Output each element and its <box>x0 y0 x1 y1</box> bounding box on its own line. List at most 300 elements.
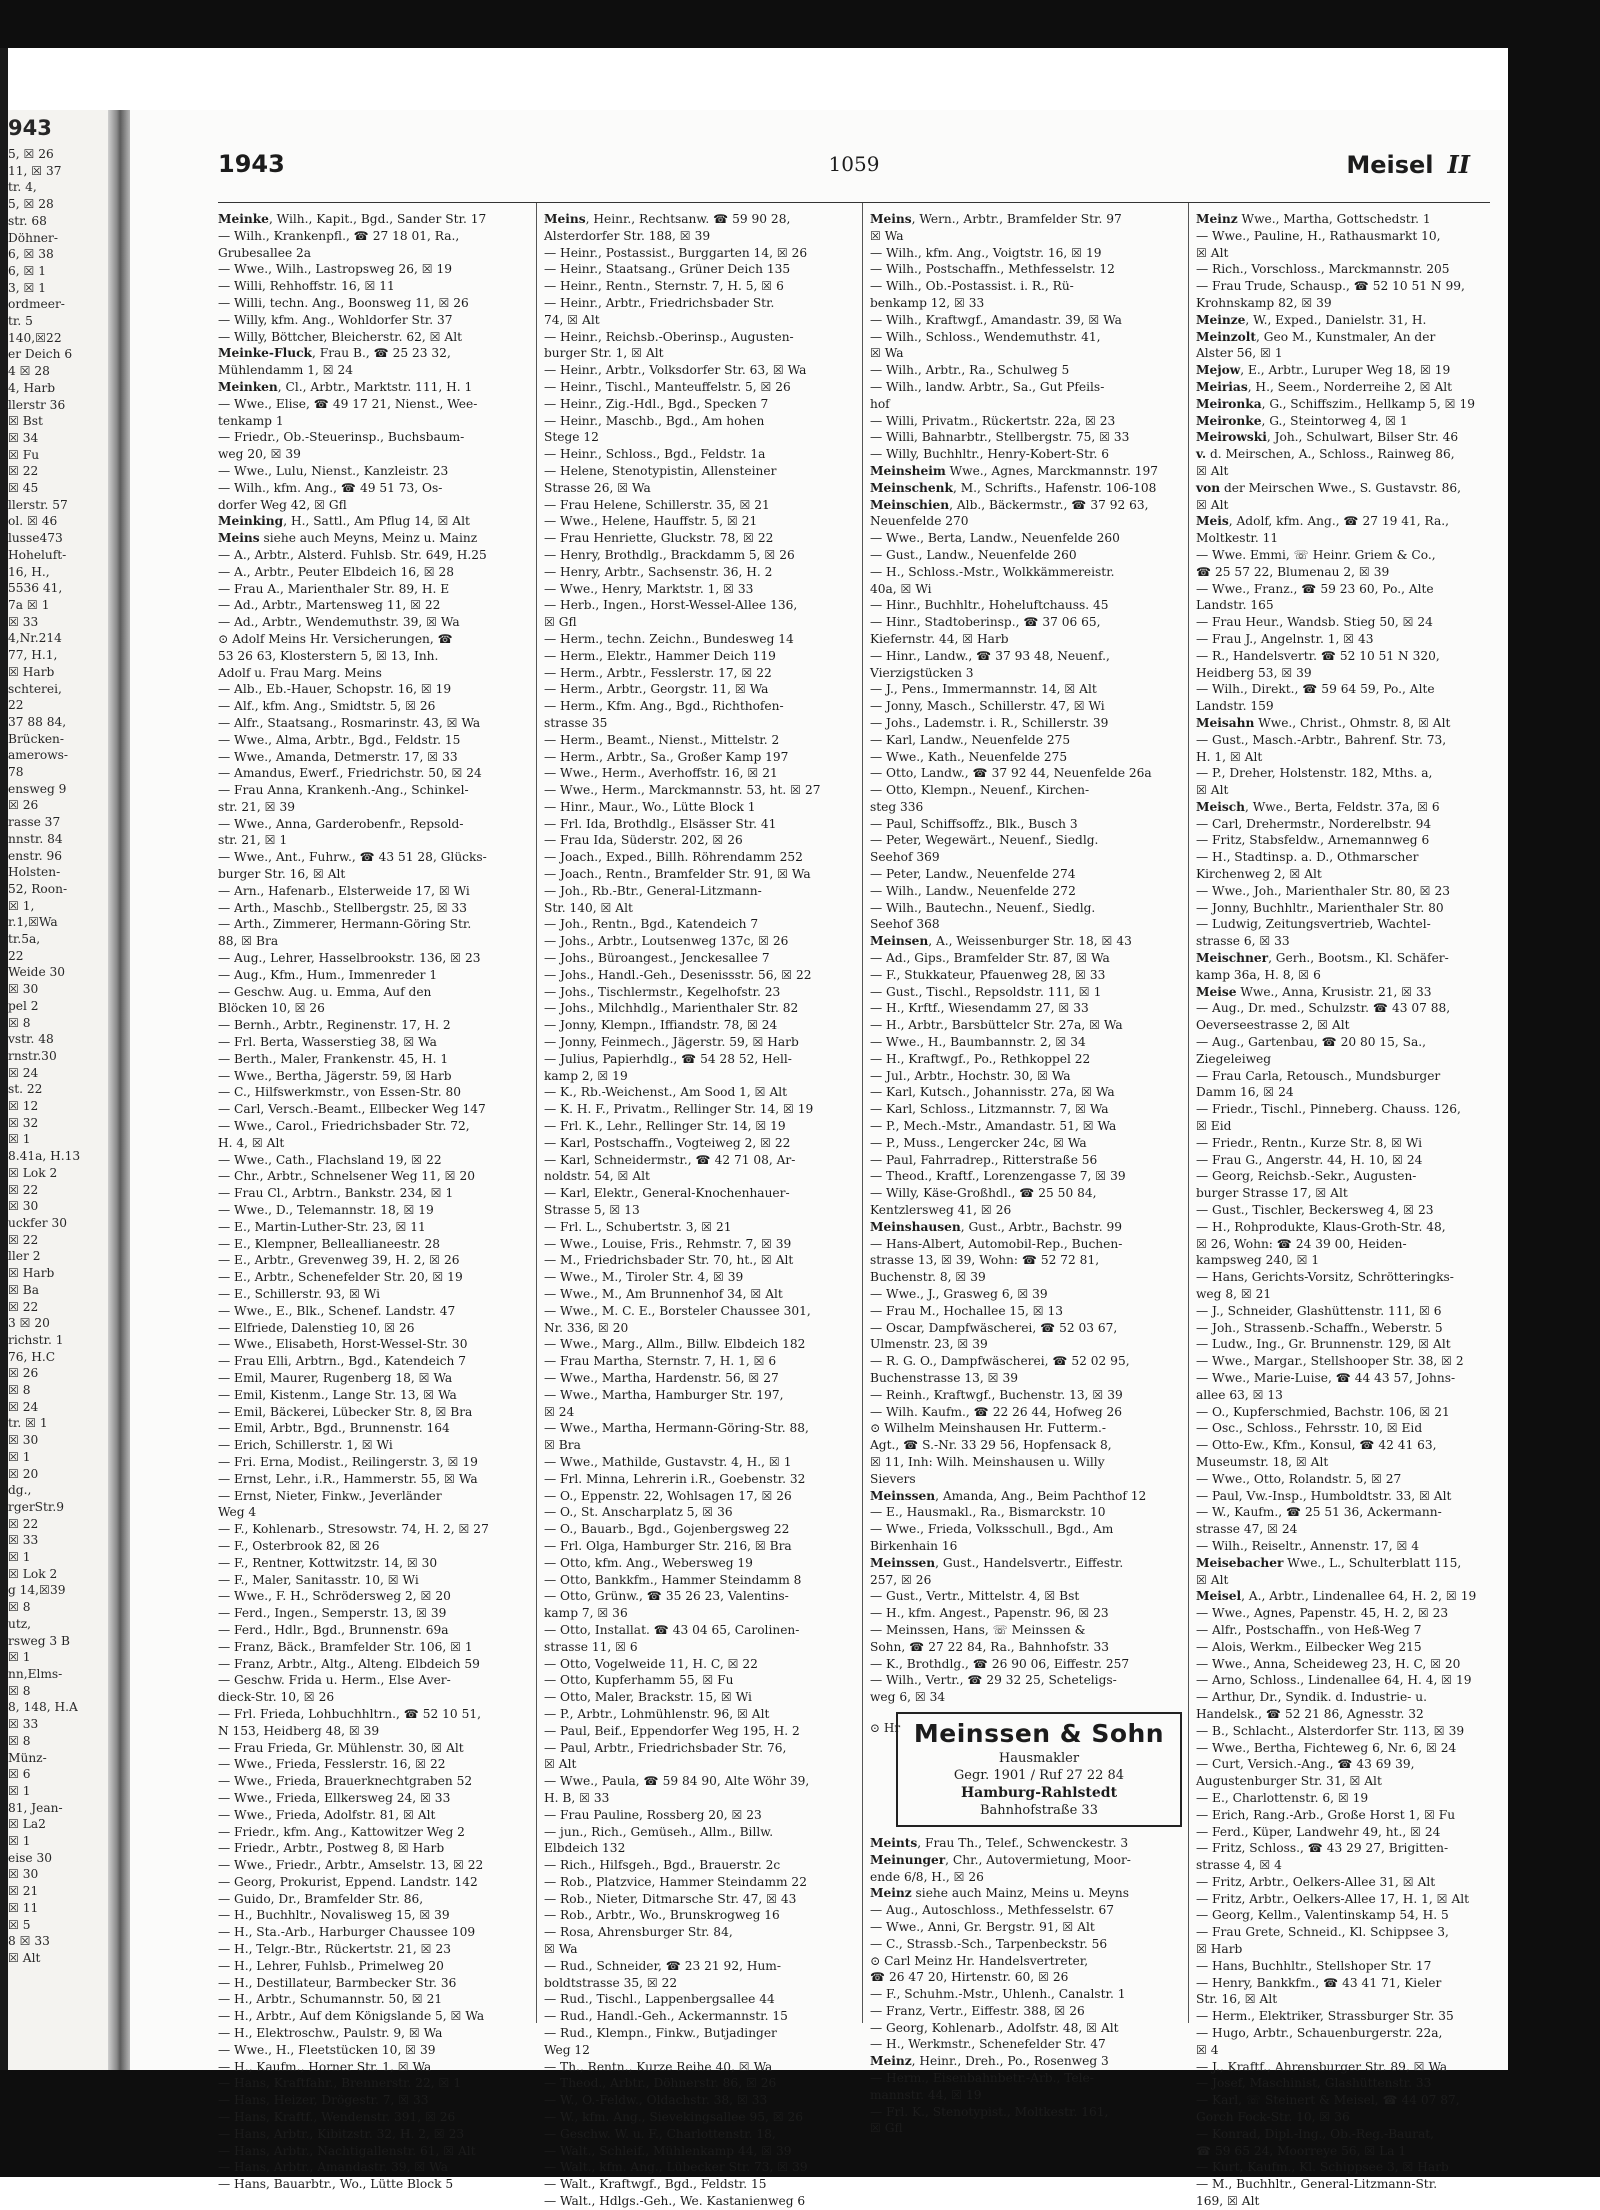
previous-page-line: dg., <box>8 1483 32 1498</box>
previous-page-line: 4,Nr.214 <box>8 631 62 646</box>
directory-entry: Blöcken 10, ☒ 26 <box>218 1001 325 1016</box>
directory-entry: ⊙ Carl Meinz Hr. Handelsvertreter, <box>870 1953 1089 1968</box>
directory-entry: — Peter, Wegewärt., Neuenf., Siedlg. <box>870 833 1099 848</box>
directory-entry: — Karl, ☏ Steinert & Meisel, ☎ 44 07 87, <box>1196 2093 1460 2108</box>
directory-entry: — M., Buchhltr., General-Litzmann-Str. <box>1196 2177 1438 2192</box>
previous-page-line: 140,☒22 <box>8 330 62 345</box>
directory-entry: ☒ Gfl <box>870 2121 903 2136</box>
directory-entry: Augustenburger Str. 31, ☒ Alt <box>1196 1774 1382 1789</box>
directory-entry: — Heinr., Staatsang., Grüner Deich 135 <box>544 262 791 277</box>
previous-page-line: llerstr 36 <box>8 397 66 412</box>
directory-entry: — Wilh., Krankenpfl., ☎ 27 18 01, Ra., <box>218 228 460 243</box>
directory-entry: — Johs., Handl.-Geh., Desenissstr. 56, ☒ 22 <box>544 967 812 982</box>
directory-entry: allee 63, ☒ 13 <box>1196 1387 1283 1402</box>
previous-page-line: ☒ Bst <box>8 414 43 429</box>
directory-entry: — F., Osterbrook 82, ☒ 26 <box>218 1538 380 1553</box>
directory-entry: — Heinr., Arbtr., Friedrichsbader Str. <box>544 295 775 310</box>
directory-entry: — Geschw. W. u. F., Charlottenstr. 18, <box>544 2126 776 2141</box>
directory-entry: 53 26 63, Klosterstern 5, ☒ 13, Inh. <box>218 648 439 663</box>
previous-page-line: ☒ Ba <box>8 1282 40 1297</box>
previous-page-line: llerstr. 57 <box>8 497 68 512</box>
directory-entry: — Wwe., Martha, Hardenstr. 56, ☒ 27 <box>544 1370 779 1385</box>
directory-entry: — Frau Frieda, Gr. Mühlenstr. 30, ☒ Alt <box>218 1740 464 1755</box>
directory-entry: — Franz, Arbtr., Altg., Alteng. Elbdeich 59 <box>218 1656 480 1671</box>
directory-entry: Kiefernstr. 44, ☒ Harb <box>870 631 1009 646</box>
directory-entry: — Hinr., Landw., ☎ 37 93 48, Neuenf., <box>870 648 1110 663</box>
directory-entry: Meins siehe auch Meyns, Meinz u. Mainz <box>218 531 478 546</box>
directory-entry: kamp 36a, H. 8, ☒ 6 <box>1196 967 1321 982</box>
surname: Meinz <box>1196 212 1238 226</box>
directory-entry: — Wwe., Amanda, Detmerstr. 17, ☒ 33 <box>218 749 458 764</box>
directory-entry: — Elfriede, Dalenstieg 10, ☒ 26 <box>218 1320 415 1335</box>
directory-entry: — Hans-Albert, Automobil-Rep., Buchen- <box>870 1236 1123 1251</box>
directory-entry: — Karl, Landw., Neuenfelde 275 <box>870 732 1071 747</box>
directory-entry: Neuenfelde 270 <box>870 514 969 529</box>
directory-entry: kampsweg 240, ☒ 1 <box>1196 1253 1320 1268</box>
directory-entry: — Rud., Klempn., Finkw., Butjadinger <box>544 2026 777 2041</box>
directory-entry: — Wilh., kfm. Ang., Voigtstr. 16, ☒ 19 <box>870 245 1102 260</box>
directory-entry: — Herb., Ingen., Horst-Wessel-Allee 136, <box>544 598 798 613</box>
directory-entry: — Wilh., Bautechn., Neuenf., Siedlg. <box>870 900 1096 915</box>
directory-entry: — Otto, Maler, Brackstr. 15, ☒ Wi <box>544 1690 752 1705</box>
previous-page-line: str. 68 <box>8 213 47 228</box>
directory-entry: — Otto, Bankkfm., Hammer Steindamm 8 <box>544 1572 802 1587</box>
directory-entry: — Wilh., Landw., Neuenfelde 272 <box>870 883 1076 898</box>
previous-page-line: ☒ La2 <box>8 1817 46 1832</box>
previous-page-line: ☒ 1 <box>8 1132 31 1147</box>
directory-entry: Heidberg 53, ☒ 39 <box>1196 665 1312 680</box>
directory-entry: — E., Charlottenstr. 6, ☒ 19 <box>1196 1790 1369 1805</box>
previous-page-line: tr. ☒ 1 <box>8 1416 48 1431</box>
directory-entry: Stege 12 <box>544 430 599 445</box>
directory-entry: — Paul, Vw.-Insp., Humboldtstr. 33, ☒ Alt <box>1196 1488 1452 1503</box>
previous-page-line: tr.5a, <box>8 932 41 947</box>
directory-entry: — Alfr., Staatsang., Rosmarinstr. 43, ☒ Wa <box>218 715 481 730</box>
previous-page-line: ol. ☒ 46 <box>8 514 58 529</box>
directory-entry: — Georg, Kellm., Valentinskamp 54, H. 5 <box>1196 1908 1449 1923</box>
directory-entry: weg 6, ☒ 34 <box>870 1690 946 1705</box>
directory-entry: Weg 12 <box>544 2042 590 2057</box>
directory-entry: Birkenhain 16 <box>870 1538 958 1553</box>
directory-entry: — Karl, Elektr., General-Knochenhauer- <box>544 1186 790 1201</box>
directory-entry: Meinsen, A., Weissenburger Str. 18, ☒ 43 <box>870 934 1132 949</box>
directory-entry: — Walt., Kraftwgf., Bgd., Feldstr. 15 <box>544 2177 767 2192</box>
surname: Meinking <box>218 514 284 529</box>
directory-entry: — Frl. L., Schubertstr. 3, ☒ 21 <box>544 1219 732 1234</box>
previous-page-line: ☒ Lok 2 <box>8 1165 58 1180</box>
previous-page-line: lusse473 <box>8 531 63 546</box>
surname: Meironke <box>1196 413 1262 428</box>
surname: Meinschien <box>870 497 950 512</box>
directory-entry: — Otto, Landw., ☎ 37 92 44, Neuenfelde 26a <box>870 766 1152 781</box>
directory-entry: — Julius, Papierhdlg., ☎ 54 28 52, Hell- <box>544 1051 792 1066</box>
previous-page-header: 943 <box>8 116 52 140</box>
previous-page-line: ☒ 8 <box>8 1733 31 1748</box>
directory-entry: — O., St. Anscharplatz 5, ☒ 36 <box>544 1505 733 1520</box>
previous-page-line: ☒ 8 <box>8 1015 31 1030</box>
directory-entry: — K., Rb.-Weichenst., Am Sood 1, ☒ Alt <box>544 1085 788 1100</box>
directory-entry: benkamp 12, ☒ 33 <box>870 295 985 310</box>
directory-entry: strasse 6, ☒ 33 <box>1196 934 1290 949</box>
previous-page-line: nn,Elms- <box>8 1666 63 1681</box>
surname: Meinssen <box>870 1488 936 1503</box>
previous-page-line: 3, ☒ 1 <box>8 280 47 295</box>
directory-entry: Meisahn Wwe., Christ., Ohmstr. 8, ☒ Alt <box>1196 715 1451 730</box>
directory-entry: — Wwe., Herm., Averhoffstr. 16, ☒ 21 <box>544 766 778 781</box>
advert-street: Bahnhofstraße 33 <box>980 1802 1098 1818</box>
column-3-entries <box>870 211 1180 1706</box>
directory-entry: — Frl. Ida, Brothdlg., Elsässer Str. 41 <box>544 816 777 831</box>
directory-entry: — Frau Heur., Wandsb. Stieg 50, ☒ 24 <box>1196 615 1433 630</box>
directory-entry: — Meinssen, Hans, ☏ Meinssen & <box>870 1622 1086 1637</box>
directory-entry: Meinking, H., Sattl., Am Pflug 14, ☒ Alt <box>218 514 470 529</box>
surname: Meise <box>1196 984 1237 999</box>
directory-entry: Vierzigstücken 3 <box>870 665 974 680</box>
directory-entry: noldstr. 54, ☒ Alt <box>544 1169 650 1184</box>
directory-entry: — Wwe., Martha, Hamburger Str. 197, <box>544 1387 784 1402</box>
directory-entry: Meinzolt, Geo M., Kunstmaler, An der <box>1196 329 1436 344</box>
directory-entry: — Friedr., Arbtr., Postweg 8, ☒ Harb <box>218 1841 445 1856</box>
surname: Meinsheim <box>870 463 946 478</box>
directory-entry: — Wwe., Frieda, Fesslerstr. 16, ☒ 22 <box>218 1757 446 1772</box>
directory-entry: weg 8, ☒ 21 <box>1196 1287 1272 1301</box>
previous-page-line: ☒ 30 <box>8 982 39 997</box>
directory-entry: strasse 13, ☒ 39, Wohn: ☎ 52 72 81, <box>870 1253 1100 1268</box>
surname: von <box>1196 480 1221 495</box>
directory-entry: — Wilh., Direkt., ☎ 59 64 59, Po., Alte <box>1196 682 1435 697</box>
directory-entry: dorfer Weg 42, ☒ Gfl <box>218 497 347 512</box>
directory-entry: 40a, ☒ Wi <box>870 581 932 596</box>
directory-entry: — Wwe., E., Blk., Schenef. Landstr. 47 <box>218 1303 456 1318</box>
directory-entry: — H., Telgr.-Btr., Rückertstr. 21, ☒ 23 <box>218 1942 451 1957</box>
directory-entry: — Wwe., Martha, Hermann-Göring-Str. 88, <box>544 1421 809 1436</box>
directory-entry: ☒ 26, Wohn: ☎ 24 39 00, Heiden- <box>1196 1236 1407 1251</box>
directory-entry: Meinz Wwe., Martha, Gottschedstr. 1 <box>1196 212 1431 226</box>
directory-entry: Nr. 336, ☒ 20 <box>544 1320 629 1335</box>
previous-page-line: 8.41a, H.13 <box>8 1149 81 1164</box>
directory-entry: — Wwe., Frieda, Volksschull., Bgd., Am <box>870 1522 1114 1537</box>
directory-entry: Seehof 368 <box>870 917 940 932</box>
directory-entry: — Wwe., Louise, Fris., Rehmstr. 7, ☒ 39 <box>544 1236 792 1251</box>
previous-page-line: pel 2 <box>8 998 39 1013</box>
directory-entry: — Herm., Arbtr., Sa., Großer Kamp 197 <box>544 749 789 764</box>
directory-entry: ☒ 4 <box>1196 2042 1219 2057</box>
directory-entry: — K., Brothdlg., ☎ 26 90 06, Eiffestr. 257 <box>870 1656 1130 1671</box>
directory-entry: — Aug., Dr. med., Schulzstr. ☎ 43 07 88, <box>1196 1001 1451 1016</box>
directory-entry: Meischner, Gerh., Bootsm., Kl. Schäfer- <box>1196 951 1449 966</box>
directory-entry: H. B, ☒ 33 <box>544 1790 610 1805</box>
previous-page-line: ☒ 34 <box>8 430 39 445</box>
previous-page-line: rnstr.30 <box>8 1048 57 1063</box>
previous-page-line: 4 ☒ 28 <box>8 364 50 379</box>
directory-entry: Sievers <box>870 1471 916 1486</box>
directory-entry: ende 6/8, H., ☒ 26 <box>870 1869 984 1884</box>
directory-entry: — Wwe. Emmi, ☏ Heinr. Griem & Co., <box>1196 547 1436 562</box>
directory-entry: Mejow, E., Arbtr., Luruper Weg 18, ☒ 19 <box>1196 363 1451 378</box>
directory-entry: — Hans, Buchhltr., Stellshoper Str. 17 <box>1196 1958 1432 1973</box>
previous-page-line: ☒ 1 <box>8 1650 31 1665</box>
directory-entry: — Wwe., Henry, Marktstr. 1, ☒ 33 <box>544 581 754 596</box>
directory-entry: — Frl. Frieda, Lohbuchhltrn., ☎ 52 10 51, <box>218 1706 481 1721</box>
directory-entry: — E., Arbtr., Grevenweg 39, H. 2, ☒ 26 <box>218 1253 460 1268</box>
directory-entry: — Heinr., Schloss., Bgd., Feldstr. 1a <box>544 447 766 462</box>
advert-company-name: Meinssen & Sohn <box>913 1718 1165 1748</box>
directory-entry: — Helene, Stenotypistin, Allensteiner <box>544 463 777 478</box>
directory-entry: — Geschw. Aug. u. Emma, Auf den <box>218 984 432 999</box>
directory-entry: — Friedr., Rentn., Kurze Str. 8, ☒ Wi <box>1196 1135 1422 1150</box>
directory-entry: Meinshausen, Gust., Arbtr., Bachstr. 99 <box>870 1219 1123 1234</box>
directory-entry: — Wwe., H., Baumbannstr. 2, ☒ 34 <box>870 1035 1086 1050</box>
directory-entry: — Frau Anna, Krankenh.-Ang., Schinkel- <box>218 783 469 798</box>
directory-entry: — Fritz, Arbtr., Oelkers-Allee 31, ☒ Alt <box>1196 1874 1436 1889</box>
directory-entry: hof <box>870 396 890 411</box>
previous-page-line: rasse 37 <box>8 815 61 830</box>
directory-entry: — W., Kaufm., ☎ 25 51 36, Ackermann- <box>1196 1505 1442 1520</box>
directory-entry: — Friedr., Tischl., Pinneberg. Chauss. 126, <box>1196 1102 1461 1117</box>
directory-entry: — Aug., Gartenbau, ☎ 20 80 15, Sa., <box>1196 1035 1427 1050</box>
directory-entry: — Otto, Klempn., Neuenf., Kirchen- <box>870 783 1090 798</box>
directory-entry: — Alois, Werkm., Eilbecker Weg 215 <box>1196 1639 1422 1654</box>
surname: Meinken <box>218 379 278 394</box>
directory-entry: — J., Schneider, Glashüttenstr. 111, ☒ 6 <box>1196 1303 1442 1318</box>
directory-entry: kamp 2, ☒ 19 <box>544 1068 628 1083</box>
directory-entry: Meisel, A., Arbtr., Lindenallee 64, H. 2, ☒ 19 <box>1196 1589 1477 1604</box>
directory-entry: — K. H. F., Privatm., Rellinger Str. 14, ☒ 19 <box>544 1102 814 1117</box>
directory-entry: — Ernst, Lehr., i.R., Hammerstr. 55, ☒ Wa <box>218 1471 478 1486</box>
directory-entry: — Ludwig, Zeitungsvertrieb, Wachtel- <box>1196 917 1431 932</box>
directory-entry: — Emil, Bäckerei, Lübecker Str. 8, ☒ Bra <box>218 1404 473 1419</box>
surname: Meinke <box>218 212 269 226</box>
directory-entry: — M., Friedrichsbader Str. 70, ht., ☒ Alt <box>544 1253 794 1268</box>
directory-entry: — Wwe., Joh., Marienthaler Str. 80, ☒ 23 <box>1196 883 1450 898</box>
directory-entry: Meirias, H., Seem., Norderreihe 2, ☒ Alt <box>1196 379 1453 394</box>
directory-entry: — Wilh. Kaufm., ☎ 22 26 44, Hofweg 26 <box>870 1404 1123 1419</box>
directory-entry: — Wwe., M., Tiroler Str. 4, ☒ 39 <box>544 1270 744 1285</box>
directory-entry: — Emil, Maurer, Rugenberg 18, ☒ Wa <box>218 1370 453 1385</box>
directory-entry: — C., Hilfswerkmstr., von Essen-Str. 80 <box>218 1085 461 1100</box>
directory-entry: — Wilh., Ob.-Postassist. i. R., Rü- <box>870 279 1074 294</box>
directory-entry: — Erich, Rang.-Arb., Große Horst 1, ☒ Fu <box>1196 1807 1456 1822</box>
directory-entry: — Johs., Büroangest., Jenckesallee 7 <box>544 951 770 966</box>
column-2 <box>544 211 854 2209</box>
previous-page-line: ensweg 9 <box>8 781 67 796</box>
previous-page-line: ☒ Harb <box>8 664 55 679</box>
previous-page-line: ☒ 26 <box>8 798 39 813</box>
directory-entry: — Wwe., H., Fleetstücken 10, ☒ 39 <box>218 2042 436 2057</box>
directory-entry: — Karl, Schneidermstr., ☎ 42 71 08, Ar- <box>544 1152 796 1167</box>
previous-page-line: tr. 5 <box>8 314 33 329</box>
directory-entry: ☒ Alt <box>1196 783 1229 798</box>
directory-entry: — Frau Pauline, Rossberg 20, ☒ 23 <box>544 1807 762 1822</box>
directory-entry: — Hans, Kraftfahr., Brennerstr. 22, ☒ 1 <box>218 2076 462 2091</box>
directory-entry: — A., Arbtr., Peuter Elbdeich 16, ☒ 28 <box>218 564 455 579</box>
directory-entry: — Josef, Maschinist, Glashüttenstr. 33 <box>1196 2076 1432 2091</box>
directory-entry: ☒ Eid <box>1196 1119 1232 1134</box>
directory-entry: Meins, Heinr., Rechtsanw. ☎ 59 90 28, <box>544 212 791 226</box>
surname: Meisel <box>1196 1589 1242 1604</box>
directory-entry: — Ad., Arbtr., Wendemuthstr. 39, ☒ Wa <box>218 615 460 630</box>
directory-entry: — Wwe., Paula, ☎ 59 84 90, Alte Wöhr 39, <box>544 1774 810 1789</box>
directory-entry: — Walt., kfm. Ang., Lübecker Str. 73, ☒ 39 <box>544 2160 808 2175</box>
directory-entry: — Ferd., Küper, Landwehr 49, ht., ☒ 24 <box>1196 1824 1441 1839</box>
directory-entry: — Emil, Arbtr., Bgd., Brunnenstr. 164 <box>218 1421 450 1436</box>
directory-entry: — Theod., Kraftf., Lorenzengasse 7, ☒ 39 <box>870 1169 1126 1184</box>
directory-entry: ☒ Wa <box>544 1942 578 1957</box>
directory-entry: Str. 16, ☒ Alt <box>1196 1992 1278 2007</box>
directory-entry: — Frau Henriette, Gluckstr. 78, ☒ 22 <box>544 531 774 546</box>
previous-page-line: ☒ 1 <box>8 1550 31 1565</box>
directory-entry: — Georg, Prokurist, Eppend. Landstr. 142 <box>218 1874 478 1889</box>
directory-entry: — Herm., Elektriker, Strassburger Str. 35 <box>1196 2009 1454 2024</box>
surname: Meironka <box>1196 396 1262 411</box>
directory-entry: str. 21, ☒ 39 <box>218 799 295 814</box>
directory-entry: Grubesallee 2a <box>218 245 312 260</box>
page-header <box>218 150 1490 186</box>
previous-page-line: ☒ 12 <box>8 1099 39 1114</box>
directory-entry: — Aug., Autoschloss., Methfesselstr. 67 <box>870 1903 1114 1918</box>
directory-entry: — F., Schuhm.-Mstr., Uhlenh., Canalstr. 1 <box>870 1987 1126 2002</box>
directory-entry: — Wwe., F. H., Schrödersweg 2, ☒ 20 <box>218 1589 451 1604</box>
directory-entry: — H., Elektroschw., Paulstr. 9, ☒ Wa <box>218 2026 443 2041</box>
surname: Mejow <box>1196 363 1241 378</box>
directory-entry: — Berth., Maler, Frankenstr. 45, H. 1 <box>218 1051 449 1066</box>
directory-entry: — Peter, Landw., Neuenfelde 274 <box>870 867 1076 882</box>
directory-entry: — Frau M., Hochallee 15, ☒ 13 <box>870 1303 1064 1318</box>
directory-entry: — Rich., Hilfsgeh., Bgd., Brauerstr. 2c <box>544 1858 781 1873</box>
previous-page-line: ☒ 21 <box>8 1884 39 1899</box>
directory-entry: — Gust., Masch.-Arbtr., Bahrenf. Str. 73, <box>1196 732 1447 747</box>
directory-entry: — Paul, Schiffsoffz., Blk., Busch 3 <box>870 816 1078 831</box>
directory-entry: — Wwe., Elise, ☎ 49 17 21, Nienst., Wee- <box>218 396 478 411</box>
directory-entry: Kentzlersweg 41, ☒ 26 <box>870 1203 1012 1218</box>
previous-page-line: Holsten- <box>8 865 61 880</box>
previous-page-line: ☒ 8 <box>8 1383 31 1398</box>
directory-entry: strasse 35 <box>544 715 608 730</box>
book-gutter <box>108 110 130 2070</box>
directory-entry: — Wwe., Elisabeth, Horst-Wessel-Str. 30 <box>218 1337 468 1352</box>
directory-entry: — P., Muss., Lengercker 24c, ☒ Wa <box>870 1135 1087 1150</box>
directory-entry: — Wilh., kfm. Ang., ☎ 49 51 73, Os- <box>218 480 443 495</box>
previous-page-line: 6, ☒ 1 <box>8 263 47 278</box>
directory-entry: Meinke, Wilh., Kapit., Bgd., Sander Str. 17 <box>218 212 487 226</box>
directory-entry: — Willy, Buchhltr., Henry-Kobert-Str. 6 <box>870 447 1110 462</box>
previous-page-line: ☒ Harb <box>8 1266 55 1281</box>
previous-page-fragment <box>8 110 108 2070</box>
directory-entry: ☎ 59 65 24, Moorreye 56, ☒ La 1 <box>1196 2143 1407 2158</box>
surname: Meinz <box>870 2054 912 2069</box>
directory-entry: Meinschien, Alb., Bäckermstr., ☎ 37 92 63, <box>870 497 1149 512</box>
directory-entry: — jun., Rich., Gemüseh., Allm., Billw. <box>544 1824 774 1839</box>
directory-entry: — Guido, Dr., Bramfelder Str. 86, <box>218 1891 424 1906</box>
previous-page-line: ☒ 24 <box>8 1399 39 1414</box>
directory-entry: Str. 140, ☒ Alt <box>544 900 633 915</box>
directory-entry: Meinsheim Wwe., Agnes, Marckmannstr. 197 <box>870 463 1159 478</box>
directory-entry: — Johs., Arbtr., Loutsenweg 137c, ☒ 26 <box>544 934 789 949</box>
directory-entry: Strasse 5, ☒ 13 <box>544 1203 640 1218</box>
previous-page-line: ☒ 22 <box>8 1182 39 1197</box>
previous-page-line: 3 ☒ 20 <box>8 1316 50 1331</box>
surname: Meisch <box>1196 799 1246 814</box>
surname: Meisebacher <box>1196 1555 1284 1570</box>
directory-entry: Kirchenweg 2, ☒ Alt <box>1196 867 1322 882</box>
directory-entry: — Oscar, Dampfwäscherei, ☎ 52 03 67, <box>870 1320 1118 1335</box>
directory-entry: Sohn, ☎ 27 22 84, Ra., Bahnhofstr. 33 <box>870 1639 1110 1654</box>
directory-entry: weg 20, ☒ 39 <box>218 447 301 462</box>
column-rule <box>862 203 863 2023</box>
volume-number: II <box>1447 150 1470 179</box>
directory-entry: — Ad., Gips., Bramfelder Str. 87, ☒ Wa <box>870 951 1110 966</box>
previous-page-line: enstr. 96 <box>8 848 62 863</box>
directory-entry: — Aug., Kfm., Hum., Immenreder 1 <box>218 967 438 982</box>
directory-entry: — Rud., Tischl., Lappenbergsallee 44 <box>544 1992 775 2007</box>
directory-entry: — Rob., Platzvice, Hammer Steindamm 22 <box>544 1874 807 1889</box>
directory-entry: — Ludw., Ing., Gr. Brunnenstr. 129, ☒ Alt <box>1196 1337 1451 1352</box>
directory-entry: — O., Bauarb., Bgd., Gojenbergsweg 22 <box>544 1522 790 1537</box>
directory-entry: — Rosa, Ahrensburger Str. 84, <box>544 1925 733 1940</box>
previous-page-line: 5, ☒ 26 <box>8 147 54 161</box>
directory-entry: Alsterdorfer Str. 188, ☒ 39 <box>544 228 711 243</box>
directory-entry: ☎ 26 47 20, Hirtenstr. 60, ☒ 26 <box>870 1970 1069 1985</box>
directory-entry: Meironka, G., Schiffszim., Hellkamp 5, ☒ 19 <box>1196 396 1475 411</box>
directory-entry: — Willi, Privatm., Rückertstr. 22a, ☒ 23 <box>870 413 1116 428</box>
directory-entry: — Frau G., Angerstr. 44, H. 10, ☒ 24 <box>1196 1152 1423 1167</box>
directory-entry: burger Strasse 17, ☒ Alt <box>1196 1186 1348 1201</box>
directory-entry: ☒ Gfl <box>544 615 577 630</box>
surname: Meinunger <box>870 1852 946 1867</box>
directory-entry: — Wilh., Kraftwgf., Amandastr. 39, ☒ Wa <box>870 312 1122 327</box>
directory-entry: — Osc., Schloss., Fehrsstr. 10, ☒ Eid <box>1196 1421 1423 1436</box>
directory-entry: — Paul, Beif., Eppendorfer Weg 195, H. 2 <box>544 1723 800 1738</box>
directory-entry: — Frau Carla, Retousch., Mundsburger <box>1196 1068 1441 1083</box>
directory-entry: Weg 4 <box>218 1505 257 1520</box>
directory-entry: — Heinr., Maschb., Bgd., Am hohen <box>544 413 765 428</box>
previous-page-line: ☒ 6 <box>8 1767 31 1782</box>
directory-entry: — Willi, Bahnarbtr., Stellbergstr. 75, ☒ 33 <box>870 430 1130 445</box>
directory-entry: — E., Hausmakl., Ra., Bismarckstr. 10 <box>870 1505 1106 1520</box>
directory-entry: — Jonny, Masch., Schillerstr. 47, ☒ Wi <box>870 699 1105 714</box>
directory-entry: Meinken, Cl., Arbtr., Marktstr. 111, H. 1 <box>218 379 473 394</box>
surname: Meisahn <box>1196 715 1255 730</box>
directory-entry: — Wilh., landw. Arbtr., Sa., Gut Pfeils- <box>870 379 1105 394</box>
directory-entry: — E., Schillerstr. 93, ☒ Wi <box>218 1287 380 1301</box>
directory-entry: — Jonny, Feinmech., Jägerstr. 59, ☒ Harb <box>544 1035 799 1050</box>
surname: v. <box>1196 447 1207 462</box>
directory-entry: — Konrad, Dipl.-Ing., Ob.-Reg.-Baurat, <box>1196 2126 1435 2141</box>
directory-entry: — Frau Grete, Schneid., Kl. Schippsee 3, <box>1196 1925 1449 1940</box>
directory-entry: — Frau Cl., Arbtrn., Bankstr. 234, ☒ 1 <box>218 1186 454 1201</box>
directory-entry: ☒ Wa <box>870 228 904 243</box>
previous-page-line: 76, H.C <box>8 1349 56 1364</box>
advert-profession: Hausmakler <box>998 1750 1080 1766</box>
directory-entry: burger Str. 16, ☒ Alt <box>218 867 346 882</box>
directory-entry: — Gust., Vertr., Mittelstr. 4, ☒ Bst <box>870 1589 1080 1604</box>
directory-entry: Meisebacher Wwe., L., Schulterblatt 115, <box>1196 1555 1462 1570</box>
directory-entry: — Wilh., Arbtr., Ra., Schulweg 5 <box>870 363 1070 378</box>
previous-page-line: ☒ 22 <box>8 1516 39 1531</box>
surname: Meints <box>870 1835 918 1850</box>
directory-entry: — Amandus, Ewerf., Friedrichstr. 50, ☒ 24 <box>218 766 482 781</box>
directory-entry: — Theod., Arbtr., Döhnerstr. 86, ☒ 26 <box>544 2076 777 2091</box>
directory-entry: ⊙ Wilhelm Meinshausen Hr. Futterm.- <box>870 1421 1106 1436</box>
directory-entry: ☒ Wa <box>870 346 904 361</box>
previous-page-line: schterei, <box>8 681 62 696</box>
directory-entry: — H., Arbtr., Barsbüttelcr Str. 27a, ☒ Wa <box>870 1018 1123 1033</box>
previous-page-line: ☒ 8 <box>8 1683 31 1698</box>
directory-entry: — Herm., Elektr., Hammer Deich 119 <box>544 648 776 663</box>
directory-entry: 257, ☒ 26 <box>870 1572 932 1587</box>
directory-entry: — Wwe., Carol., Friedrichsbader Str. 72, <box>218 1119 470 1134</box>
directory-entry: ☒ Alt <box>1196 1572 1229 1587</box>
